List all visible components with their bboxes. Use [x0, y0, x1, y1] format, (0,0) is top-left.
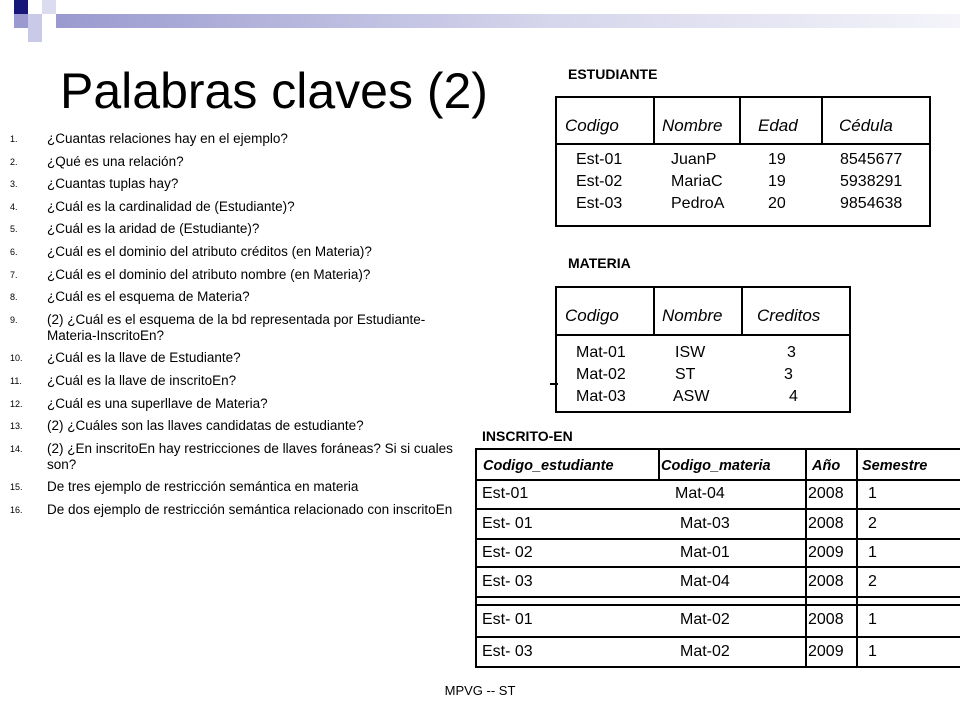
table-cell: 19 [768, 173, 786, 190]
list-text: ¿Cuál es la llave de inscritoEn? [47, 372, 237, 388]
list-text: De tres ejemplo de restricción semántica en materia [47, 479, 359, 495]
list-item [10, 373, 460, 389]
list-number: 15. [10, 482, 23, 493]
header-gradient-bar [56, 14, 960, 28]
row-marker [550, 383, 558, 385]
list-item [10, 176, 460, 192]
row-divider [475, 596, 960, 598]
list-item [10, 289, 460, 305]
header-square [28, 28, 42, 42]
header-square [0, 0, 14, 14]
header-divider [739, 98, 741, 143]
inscrito-label: INSCRITO-EN [482, 428, 573, 444]
table-cell: Mat-02 [680, 611, 730, 628]
list-text: ¿Cuál es una superllave de Materia? [47, 395, 268, 411]
list-item [10, 244, 460, 260]
table-cell: PedroA [671, 195, 725, 212]
table-cell: Est- 02 [482, 544, 533, 561]
list-number: 3. [10, 179, 18, 190]
list-number: 9. [10, 314, 18, 325]
table-cell: Est- 03 [482, 643, 533, 660]
table-cell: Est- 01 [482, 611, 533, 628]
list-item [10, 267, 460, 283]
header-square [28, 0, 42, 14]
header-divider [653, 98, 655, 143]
list-number: 10. [10, 353, 23, 364]
list-item [10, 502, 460, 518]
table-cell: ASW [673, 388, 710, 405]
table-border-top [475, 448, 960, 450]
row-divider [475, 604, 960, 606]
column-header: Nombre [662, 306, 723, 325]
row-divider [475, 538, 960, 540]
list-text: ¿Cuál es la cardinalidad de (Estudiante)? [47, 198, 295, 214]
table-cell: 2009 [808, 544, 844, 561]
header-square [14, 14, 28, 28]
table-cell: 9854638 [840, 195, 903, 212]
list-text: ¿Qué es una relación? [47, 153, 184, 169]
list-item [10, 350, 460, 366]
column-divider [805, 448, 807, 668]
table-cell: Est- 03 [482, 573, 533, 590]
list-number: 12. [10, 398, 23, 409]
table-cell: Mat-01 [680, 544, 730, 561]
list-number: 13. [10, 421, 23, 432]
list-text: ¿Cuál es el esquema de Materia? [47, 289, 250, 305]
table-cell: 5938291 [840, 173, 903, 190]
table-cell: Mat-02 [680, 643, 730, 660]
estudiante-label: ESTUDIANTE [568, 66, 658, 82]
table-cell: Est-01 [482, 485, 529, 502]
table-cell: Est- 01 [482, 515, 533, 532]
column-header: Año [812, 458, 841, 474]
list-number: 8. [10, 292, 18, 303]
table-cell: Est-02 [576, 173, 623, 190]
list-number: 4. [10, 201, 18, 212]
header-divider [821, 98, 823, 143]
table-cell: Est-01 [576, 151, 623, 168]
column-header: Cédula [839, 116, 893, 135]
list-number: 5. [10, 224, 18, 235]
table-cell: 1 [868, 544, 877, 561]
list-number: 6. [10, 246, 18, 257]
header-divider [653, 288, 655, 334]
row-divider [475, 636, 960, 638]
list-item [10, 312, 460, 344]
table-cell: 19 [768, 151, 786, 168]
list-item [10, 441, 460, 473]
table-cell: Mat-04 [675, 485, 725, 502]
header-square [14, 0, 28, 14]
column-header: Nombre [662, 116, 723, 135]
table-cell: 2008 [808, 515, 844, 532]
column-header: Codigo [565, 306, 619, 325]
list-item [10, 199, 460, 215]
table-cell: 2 [868, 515, 877, 532]
header-square [42, 0, 56, 14]
list-number: 1. [10, 134, 18, 144]
list-text: (2) ¿Cuál es el esquema de la bd representada por Estudiante-Materia-InscritoEn? [47, 311, 426, 343]
table-border-bottom [475, 666, 960, 668]
list-item [10, 221, 460, 237]
list-item [10, 396, 460, 412]
list-text: ¿Cuál es el dominio del atributo nombre (en Materia)? [47, 266, 371, 282]
table-cell: 1 [868, 485, 877, 502]
list-text: ¿Cuál es la aridad de (Estudiante)? [47, 221, 260, 237]
table-cell: 2009 [808, 643, 844, 660]
table-cell: 3 [787, 344, 796, 361]
column-header: Semestre [862, 458, 928, 474]
table-cell: Mat-02 [576, 366, 626, 383]
list-number: 16. [10, 504, 23, 515]
table-cell: 4 [789, 388, 798, 405]
list-number: 7. [10, 269, 18, 280]
header-divider [658, 448, 660, 481]
list-item [10, 418, 460, 434]
table-cell: 2 [868, 573, 877, 590]
list-text: ¿Cuál es la llave de Estudiante? [47, 350, 241, 366]
list-number: 2. [10, 156, 18, 167]
table-cell: 1 [868, 611, 877, 628]
header-square [0, 14, 14, 28]
table-cell: 2008 [808, 485, 844, 502]
table-cell: Est-03 [576, 195, 623, 212]
list-number: 14. [10, 443, 23, 454]
table-cell: 20 [768, 195, 786, 212]
header-divider [557, 143, 929, 145]
table-cell: ISW [675, 344, 706, 361]
list-item [10, 479, 460, 495]
header-divider [741, 288, 743, 334]
table-cell: 1 [868, 643, 877, 660]
list-item [10, 154, 460, 170]
column-header: Codigo_estudiante [483, 458, 614, 474]
list-text: ¿Cuál es el dominio del atributo créditos (en Materia)? [47, 243, 372, 259]
materia-label: MATERIA [568, 255, 631, 271]
row-divider [475, 508, 960, 510]
table-cell: 2008 [808, 573, 844, 590]
list-number: 11. [10, 375, 22, 386]
slide-title: Palabras claves (2) [60, 63, 488, 119]
table-cell: ST [675, 366, 696, 383]
column-header: Codigo_materia [661, 458, 771, 474]
row-divider [475, 479, 960, 481]
slide-footer: MPVG -- ST [444, 683, 516, 698]
table-cell: 8545677 [840, 151, 903, 168]
list-text: (2) ¿Cuáles son las llaves candidatas de estudiante? [47, 418, 364, 434]
table-cell: 2008 [808, 611, 844, 628]
list-item [10, 131, 460, 147]
list-text: De dos ejemplo de restricción semántica relacionado con inscritoEn [47, 501, 453, 517]
row-divider [475, 566, 960, 568]
column-header: Edad [758, 116, 798, 135]
table-cell: 3 [784, 366, 793, 383]
question-list [10, 131, 460, 525]
header-square [28, 14, 42, 28]
table-cell: Mat-04 [680, 573, 730, 590]
list-text: ¿Cuantas relaciones hay en el ejemplo? [47, 131, 288, 146]
table-cell: JuanP [671, 151, 717, 168]
table-border-left [475, 448, 477, 668]
list-text: ¿Cuantas tuplas hay? [47, 176, 179, 192]
table-cell: MariaC [671, 173, 723, 190]
column-header: Codigo [565, 116, 619, 135]
table-cell: Mat-03 [576, 388, 626, 405]
column-divider [856, 448, 858, 668]
column-header: Creditos [757, 306, 821, 325]
table-cell: Mat-01 [576, 344, 626, 361]
header-divider [557, 334, 849, 336]
list-text: (2) ¿En inscritoEn hay restricciones de llaves foráneas? Si si cuales son? [47, 440, 453, 472]
table-cell: Mat-03 [680, 515, 730, 532]
